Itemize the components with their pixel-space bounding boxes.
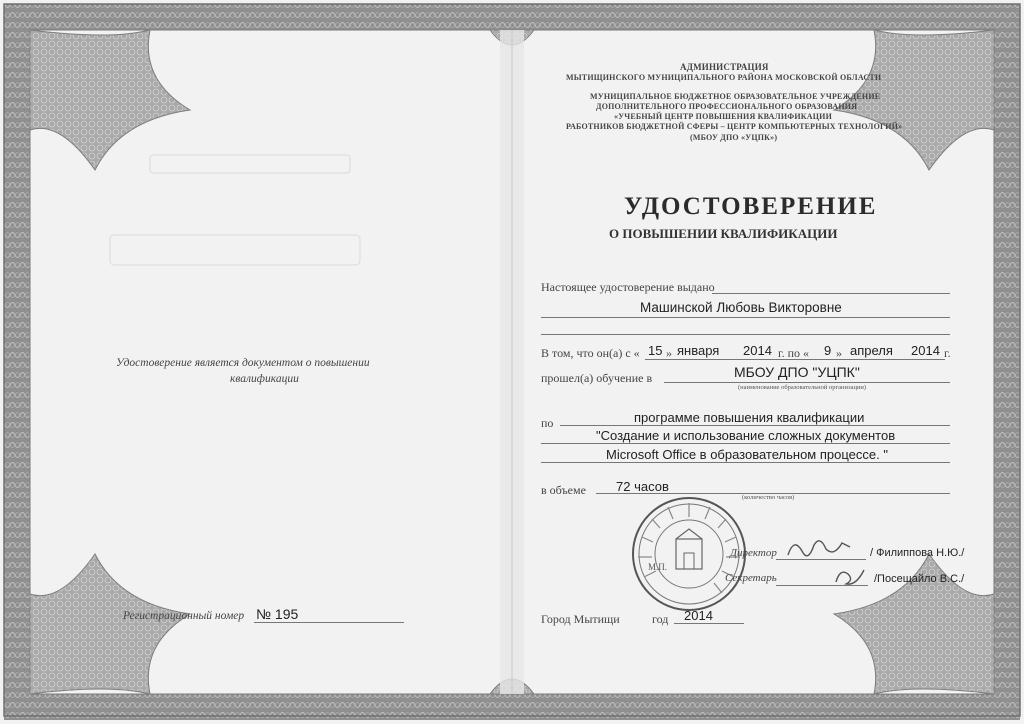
secretary-label: Секретарь — [725, 572, 777, 584]
recipient-name: Машинской Любовь Викторовне — [640, 300, 842, 315]
program-label: по — [541, 416, 554, 430]
header-org-line2: ДОПОЛНИТЕЛЬНОГО ПРОФЕССИОНАЛЬНОГО ОБРАЗОВАНИЯ — [596, 102, 858, 111]
year-label: год — [652, 612, 669, 626]
period-quote-1: » — [666, 346, 672, 360]
secretary-name: /Посещайло В.С./ — [874, 573, 965, 585]
header-org-line4: РАБОТНИКОВ БЮДЖЕТНОЙ СФЕРЫ – ЦЕНТР КОМПЬЮТЕРНЫХ ТЕХНОЛОГИЙ» — [566, 122, 903, 131]
period-start-year: 2014 — [743, 343, 772, 358]
issued-line — [712, 293, 950, 294]
header-org-line5: (МБОУ ДПО «УЦПК») — [690, 133, 778, 142]
header-org-line1: МУНИЦИПАЛЬНОЕ БЮДЖЕТНОЕ ОБРАЗОВАТЕЛЬНОЕ УЧРЕЖДЕНИЕ — [590, 92, 881, 101]
year-line — [674, 623, 744, 624]
period-mid: г. по « — [778, 346, 809, 360]
director-sign-line — [776, 559, 866, 560]
director-label: Директор — [730, 547, 777, 559]
period-end-day: 9 — [824, 343, 832, 358]
training-institution: МБОУ ДПО "УЦПК" — [734, 364, 860, 380]
year-value: 2014 — [684, 608, 713, 623]
training-label: прошел(а) обучение в — [541, 371, 653, 385]
period-prefix: В том, что он(а) с « — [541, 346, 640, 360]
program-rule-2 — [541, 443, 950, 444]
certificate-subtitle: О ПОВЫШЕНИИ КВАЛИФИКАЦИИ — [609, 226, 838, 241]
program-line2: "Создание и использование сложных документов — [596, 428, 896, 443]
period-end-year: 2014 — [911, 343, 940, 358]
reg-number: № 195 — [256, 606, 299, 622]
program-line3: Microsoft Office в образовательном процессе. " — [606, 447, 888, 462]
period-line — [645, 359, 945, 360]
volume-caption: (количество часов) — [742, 494, 795, 501]
recipient-line — [541, 317, 950, 318]
secretary-sign-line — [776, 585, 868, 586]
program-rule-1 — [560, 425, 950, 426]
left-note-line1: Удостоверение является документом о повышении — [116, 357, 370, 369]
period-start-day: 15 — [648, 343, 663, 358]
header-district: МЫТИЩИНСКОГО МУНИЦИПАЛЬНОГО РАЙОНА МОСКОВСКОЙ ОБЛАСТИ — [566, 73, 882, 82]
seal-mp: М.П. — [648, 562, 668, 572]
header-admin: АДМИНИСТРАЦИЯ — [680, 62, 769, 72]
program-line1: программе повышения квалификации — [634, 410, 865, 425]
period-start-month: января — [677, 343, 720, 358]
certificate-title: УДОСТОВЕРЕНИЕ — [624, 193, 878, 220]
training-caption: (наименование образовательной организации) — [738, 384, 867, 391]
city-label: Город Мытищи — [541, 612, 620, 626]
program-rule-3 — [541, 462, 950, 463]
left-note-line2: квалификации — [230, 373, 299, 385]
header-org-line3: «УЧЕБНЫЙ ЦЕНТР ПОВЫШЕНИЯ КВАЛИФИКАЦИИ — [614, 112, 832, 121]
reg-number-line — [254, 622, 404, 623]
volume-value: 72 часов — [616, 479, 669, 494]
director-name: / Филиппова Н.Ю./ — [870, 547, 965, 559]
period-end-month: апреля — [850, 343, 893, 358]
period-quote-2: » — [836, 346, 842, 360]
volume-label: в объеме — [541, 483, 586, 497]
issued-label: Настоящее удостоверение выдано — [541, 280, 715, 294]
period-suffix: г. — [944, 346, 951, 360]
reg-label: Регистрационный номер — [123, 610, 245, 622]
training-line — [664, 382, 950, 383]
recipient-line-2 — [541, 334, 950, 335]
